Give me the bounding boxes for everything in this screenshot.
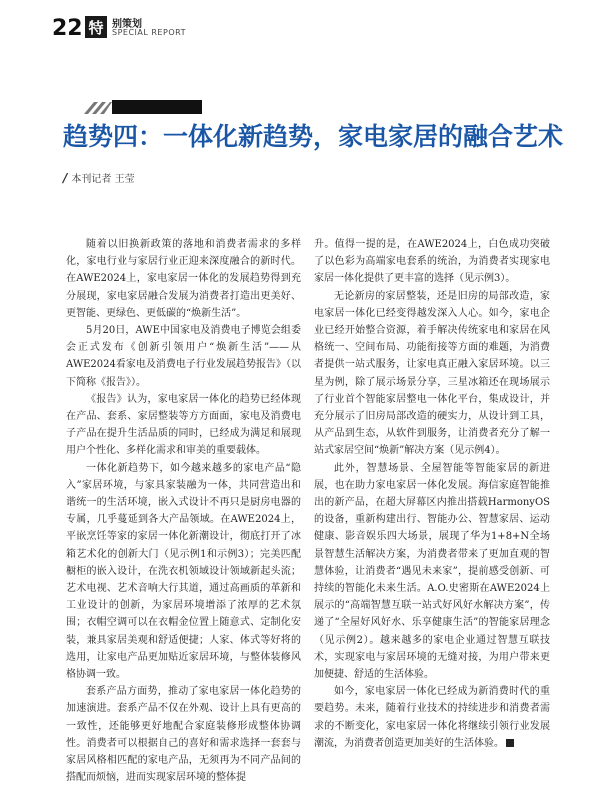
section-name-cn: 别策划 [112, 19, 142, 30]
paragraph: 无论新房的家居整装，还是旧房的局部改造，家电家居一体化已经变得越发深入人心。如今，家电企业已经开始整合资源，着手解决传统家电和家居在风格统一、空间布局、功能衔接等方面的难题，为消费者提供一站式服务，让家电真正融入家居环境。以三星为例，除了展示场景分享，三星冰箱还在现场展示了行业首个智能家居整电一体化平台，集成设计，并充分展示了旧房局部改造的硬实力，从设计到工具，从产品到生态，从软件到服务，让消费者充分了解一站式家居空间“焕新”解决方案（见示例4）。 [314, 290, 550, 457]
paragraph: 《报告》认为，家电家居一体化的趋势已经体现在产品、套系、家居整装等方方面面，家电及消费电子产品在提升生活品质的同时，已经成为满足和展现用户个性化、多样化需求和审美的重要载体。 [66, 393, 301, 457]
paragraph: 5月20日，AWE中国家电及消费电子博览会组委会正式发布《创新引领用户“焕新生活”——从AWE2024看家电及消费电子行业发展趋势报告》（以下简称《报告》）。 [66, 325, 301, 388]
title-decoration [82, 100, 112, 116]
paragraph: 此外，智慧场景、全屋智能等智能家居的新进展，也在助力家电家居一体化发展。海信家庭智能推出的新产品，在超大屏幕区内推出搭载HarmonyOS的设备，重新构建出行、智能办公、智慧家居、运动健康、影音娱乐四大场景，展现了华为1+8+N全场景智慧生活解决方案，为消费者带来了更加直观的智慧体验，让消费者“遇见未来家”，提前感受创新、可持续的智能化未来生活。A.O.史密斯在AWE2024上展示的“高端智慧互联一站式好风好水解决方案”，传递了“全屋好风好水、乐享健康生活”的智能家居理念（见示例2）。越来越多的家电企业通过智慧互联技术，实现家电与家居环境的无缝对接，为用户带来更加便捷、舒适的生活体验。 [314, 462, 550, 681]
byline [63, 170, 135, 185]
byline-text: 本刊记者 王莹 [71, 174, 135, 185]
paragraph: 随着以旧换新政策的落地和消费者需求的多样化，家电行业与家居行业正迎来深度融合的新时代。在AWE2024上，家电家居一体化的发展趋势得到充分展现，家电家居融合发展为消费者打造出更美好、更智能、更绿色、更低碳的“焕新生活”。 [66, 239, 301, 319]
page-header [52, 14, 352, 44]
end-of-article-icon [506, 739, 514, 747]
paragraph: 套系产品方面势，推动了家电家居一体化趋势的加速演进。套系产品不仅在外观、设计上具有更高的一致性，还能够更好地配合家庭装修形成整体协调性。消费者可以根据自己的喜好和需求选择一套套与家居风格相匹配的家电产品，无须再为不同产品间的搭配而烦恼，进而实现家居环境的整体提 [66, 686, 301, 784]
paragraph-last [314, 683, 550, 752]
paragraph-text: 如今，家电家居一体化已经成为新消费时代的重要趋势。未来，随着行业技术的持续进步和消费者需求的不断变化，家电家居一体化将继续引领行业发展潮流，为消费者创造更加美好的生活体验。 [314, 686, 550, 749]
article-title: 趋势四：一体化新趋势，家电家居的融合艺术 [63, 122, 564, 151]
paragraph: 升。值得一提的是，在AWE2024上，白色成功突破了以色彩为高端家电套系的统治，为消费者实现家电家居一体化提供了更丰富的选择（见示例3）。 [314, 239, 550, 285]
left-column [66, 236, 301, 787]
page-number: 22 [52, 16, 83, 41]
byline-slash-icon: / [63, 171, 68, 185]
section-name-en: SPECIAL REPORT [112, 28, 186, 37]
right-column [314, 236, 550, 752]
paragraph: 一体化新趋势下，如今越来越多的家电产品“隐入”家居环境，与家具家装融为一体，共同营造出和谐统一的生活环境，嵌入式设计不再只是厨房电器的专属，几乎蔓延到各大产品领域。在AWE2024上，平嵌烹饪等家的家居一体化新潮设计，彻底打开了冰箱艺术化的创新大门（见示例1和示例3）；完美匹配橱柜的嵌入设计，在洗衣机领域设计领域新起头流；艺术电视、艺术音响大行其道，通过高画质的革新和工业设计的创新，为家居环境增添了浓厚的艺术氛围；衣帽空调可以在衣帽金位置上随意式、定制化安装，兼具家居美观和舒适便捷；人家、体式等好将的选用，让家电产品更加贴近家居环境，与整体装修风格协调一致。 [66, 462, 301, 681]
section-logo: 特 [85, 16, 107, 38]
title-decoration-bar [112, 100, 202, 114]
